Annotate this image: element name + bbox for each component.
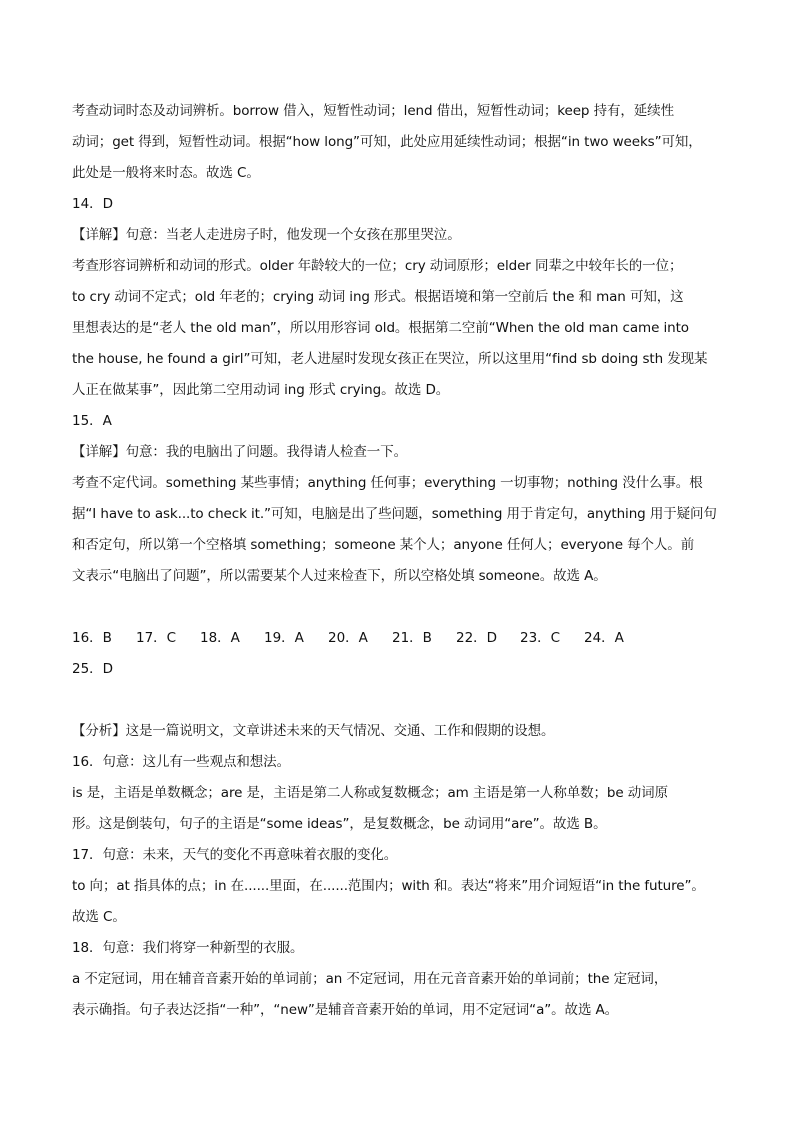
document-page	[72, 96, 717, 1026]
answer-item: 18．A	[200, 630, 240, 646]
text-line: 人正在做某事”，因此第二空用动词 ing 形式 crying。故选 D。	[72, 382, 450, 398]
text-line: 动词；get 得到，短暂性动词。根据“how long”可知，此处应用延续性动词；根据“in two weeks”可知，	[72, 134, 702, 150]
text-line: 考查形容词辨析和动词的形式。older 年龄较大的一位；cry 动词原形；elder 同辈之中较年长的一位；	[72, 258, 683, 274]
text-line: 里想表达的是“老人 the old man”，所以用形容词 old。根据第二空前“When the old man came into	[72, 320, 689, 336]
text-line: 故选 C。	[72, 909, 126, 925]
text-line: 文表示“电脑出了问题”，所以需要某个人过来检查下，所以空格处填 someone。故选 A。	[72, 568, 607, 584]
question-number: 14．D	[72, 196, 114, 212]
answer-item: 17．C	[136, 630, 177, 646]
q15-section	[72, 406, 717, 592]
q14-section	[72, 189, 712, 406]
q13-explanation	[72, 96, 712, 189]
answer-item: 25．D	[72, 661, 114, 677]
answer-key-row	[72, 623, 712, 654]
text-line: 考查不定代词。something 某些事情；anything 任何事；everything 一切事物；nothing 没什么事。根	[72, 475, 703, 491]
answer-item: 19．A	[264, 630, 304, 646]
text-line: 17．句意：未来，天气的变化不再意味着衣服的变化。	[72, 847, 398, 863]
text-line: 和否定句，所以第一个空格填 something；someone 某个人；anyone 任何人；everyone 每个人。前	[72, 537, 695, 553]
question-number: 15．A	[72, 413, 112, 429]
answer-item: 24．A	[584, 630, 624, 646]
answer-item: 20．A	[328, 630, 368, 646]
text-line: 形。这是倒装句，句子的主语是“some ideas”，是复数概念，be 动词用“are”。故选 B。	[72, 816, 607, 832]
text-line: 表示确指。句子表达泛指“一种”，“new”是辅音音素开始的单词，用不定冠词“a”。故选 A。	[72, 1002, 619, 1018]
text-line: to cry 动词不定式；old 年老的；crying 动词 ing 形式。根据语境和第一空前后 the 和 man 可知，这	[72, 289, 684, 305]
text-line: 【详解】句意：当老人走进房子时，他发现一个女孩在那里哭泣。	[72, 227, 461, 243]
text-line: a 不定冠词，用在辅音音素开始的单词前；an 不定冠词，用在元音音素开始的单词前；the 定冠词，	[72, 971, 668, 987]
text-line: 据“I have to ask...to check it.”可知，电脑是出了些问题，something 用于肯定句，anything 用于疑问句	[72, 506, 717, 522]
text-line: 16．句意：这儿有一些观点和想法。	[72, 754, 290, 770]
text-line: 考查动词时态及动词辨析。borrow 借入，短暂性动词；lend 借出，短暂性动词；keep 持有，延续性	[72, 103, 674, 119]
text-line: 【详解】句意：我的电脑出了问题。我得请人检查一下。	[72, 444, 407, 460]
analysis-line: 【分析】这是一篇说明文，文章讲述未来的天气情况、交通、工作和假期的设想。	[72, 723, 555, 739]
answer-item: 21．B	[392, 630, 432, 646]
text-line: 此处是一般将来时态。故选 C。	[72, 165, 260, 181]
text-line: the house, he found a girl”可知，老人进屋时发现女孩正在哭泣，所以这里用“find sb doing sth 发现某	[72, 351, 708, 367]
q16-section	[72, 747, 712, 840]
q18-section	[72, 933, 712, 1026]
answer-item: 22．D	[456, 630, 498, 646]
text-line: 18．句意：我们将穿一种新型的衣服。	[72, 940, 304, 956]
answer-item: 16．B	[72, 630, 112, 646]
answer-item: 23．C	[520, 630, 561, 646]
q17-section	[72, 840, 712, 933]
text-line: to 向；at 指具体的点；in 在......里面，在......范围内；with 和。表达“将来”用介词短语“in the future”。	[72, 878, 705, 894]
text-line: is 是，主语是单数概念；are 是，主语是第二人称或复数概念；am 主语是第一人称单数；be 动词原	[72, 785, 668, 801]
